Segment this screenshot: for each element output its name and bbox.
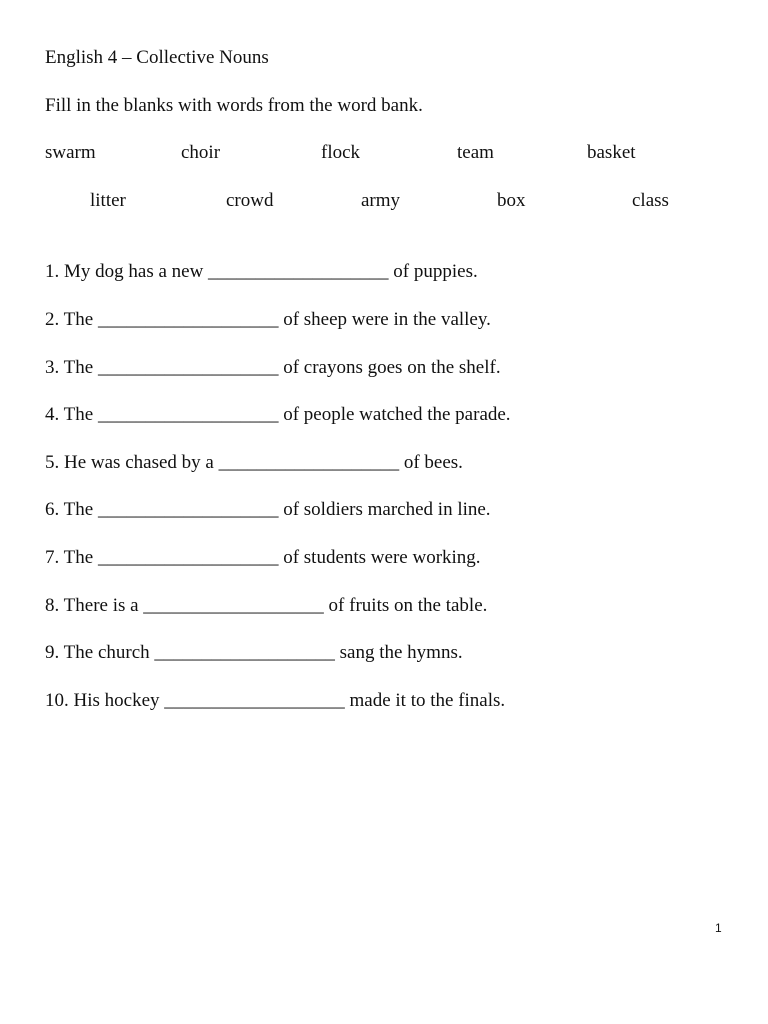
question-item: 1. My dog has a new ___________________ of puppies.	[45, 261, 478, 282]
word-bank-item: flock	[321, 142, 361, 163]
question-item: 4. The ___________________ of people watched the parade.	[45, 404, 511, 425]
question-item: 7. The ___________________ of students were working.	[45, 547, 481, 568]
word-bank-item: choir	[181, 142, 221, 163]
question-item: 5. He was chased by a ___________________ of bees.	[45, 452, 463, 473]
word-bank-item: team	[457, 142, 494, 163]
worksheet-title: English 4 – Collective Nouns	[45, 47, 269, 68]
question-item: 9. The church ___________________ sang the hymns.	[45, 642, 463, 663]
word-bank-item: class	[632, 190, 669, 211]
word-bank-item: box	[497, 190, 526, 211]
question-item: 2. The ___________________ of sheep were in the valley.	[45, 309, 491, 330]
word-bank-item: swarm	[45, 142, 96, 163]
question-item: 6. The ___________________ of soldiers marched in line.	[45, 499, 491, 520]
word-bank-item: basket	[587, 142, 636, 163]
question-item: 8. There is a ___________________ of fruits on the table.	[45, 595, 488, 616]
question-item: 10. His hockey ___________________ made it to the finals.	[45, 690, 506, 711]
word-bank-item: litter	[90, 190, 126, 211]
question-item: 3. The ___________________ of crayons goes on the shelf.	[45, 357, 501, 378]
word-bank-item: crowd	[226, 190, 274, 211]
instructions: Fill in the blanks with words from the word bank.	[45, 95, 423, 116]
page-number: 1	[715, 921, 722, 935]
word-bank-item: army	[361, 190, 401, 211]
